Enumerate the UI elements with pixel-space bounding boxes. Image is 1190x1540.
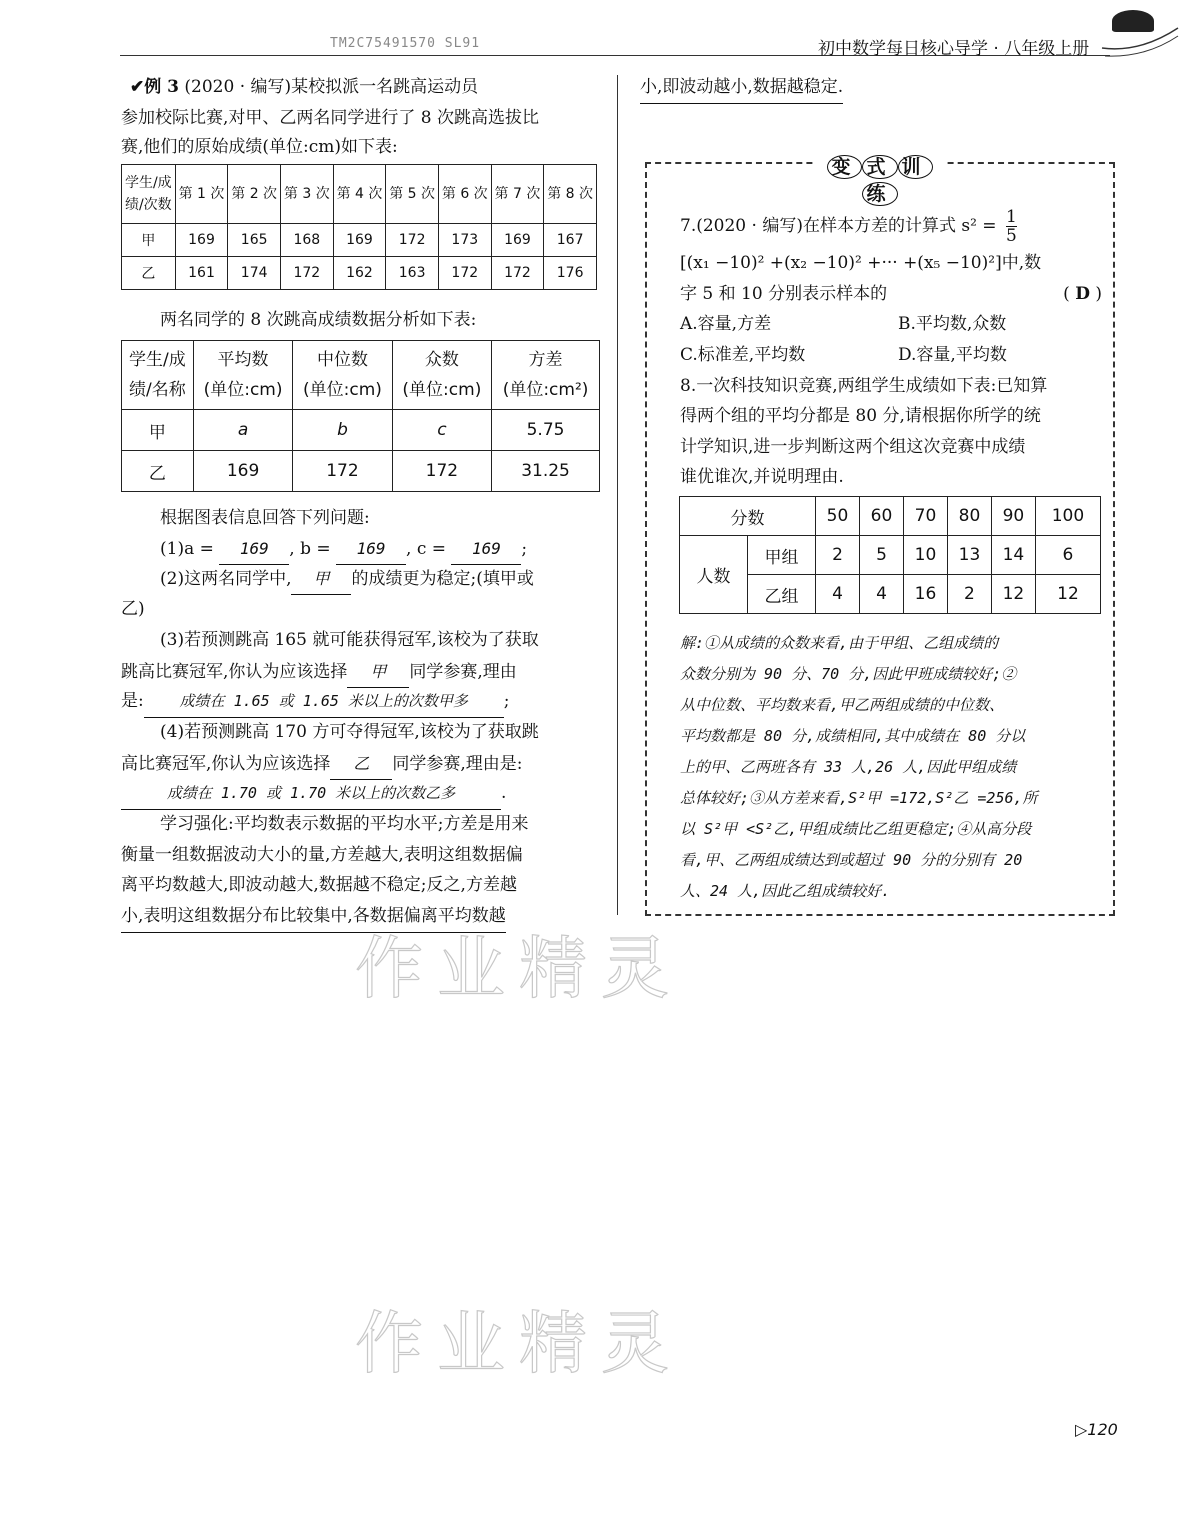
table-cell: 6 [1035,536,1100,575]
table-cell: 176 [544,257,597,290]
question-4-line2: 高比赛冠军,你认为应该选择 乙 同学参赛,理由是: [121,748,523,780]
table-header-cell: 80 [947,497,991,536]
q7-line1: 7.(2020 · 编写)在样本方差的计算式 s² = $\frac{1}{5}$ [680,207,1017,246]
table-cell: 172 [491,257,544,290]
q8-line1: 8.一次科技知识竞赛,两组学生成绩如下表:已知算 [680,376,1048,396]
study-line3: 离平均数越大,即波动越大,数据越不稳定;反之,方差越 [121,875,517,895]
table-header-cell: 第 3 次 [280,165,333,224]
table-cell: 5 [859,536,903,575]
row-label: 乙组 [748,575,816,614]
row-label: 甲组 [748,536,816,575]
question-3-reason: 是: 成绩在 1.65 或 1.65 米以上的次数甲多 ; [121,686,509,718]
watermark: 作业精灵 [355,1305,684,1384]
table-cell: 172 [293,451,392,492]
table-cell: 172 [386,224,439,257]
question-4-line1: (4)若预测跳高 170 方可夺得冠军,该校为了获取跳 [160,722,539,742]
table-cell: 10 [903,536,947,575]
raw-scores-table [121,164,597,290]
answer-q3: 甲 [347,656,409,688]
practice-title: 变 式 训练 [815,152,945,206]
q8-line3: 计学知识,进一步判断这两个组这次竞赛中成绩 [680,437,1026,457]
table-cell: 2 [947,575,991,614]
q7-option-c: C.标准差,平均数 [680,345,806,365]
table-cell: 169 [491,224,544,257]
example-intro-line1: ✔例 3 (2020 · 编写)某校拟派一名跳高运动员 [130,77,479,97]
q7-option-a: A.容量,方差 [680,314,772,334]
table-header-cell: 方差 (单位:cm²) [492,341,600,410]
table-corner: 学生/成 绩/名称 [122,341,194,410]
study-line5: 小,即波动越小,数据越稳定. [640,72,843,104]
solution-line: 看,甲、乙两组成绩达到或超过 90 分的分别有 20 [680,851,1023,869]
page-number: ▷120 [1075,1420,1118,1439]
table-header-cell: 第 2 次 [228,165,281,224]
table-cell: a [193,410,292,451]
table-cell: 172 [280,257,333,290]
group-scores-table [679,496,1101,614]
table-header-cell: 第 7 次 [491,165,544,224]
table-header-cell: 中位数 (单位:cm) [293,341,392,410]
solution-line: 人、24 人,因此乙组成绩较好. [680,882,891,900]
table-cell: 12 [991,575,1035,614]
table-cell: 174 [228,257,281,290]
table-cell: 16 [903,575,947,614]
table-cell: 31.25 [492,451,600,492]
solution-line: 平均数都是 80 分,成绩相同,其中成绩在 80 分以 [680,727,1026,745]
table-header-cell: 第 1 次 [175,165,228,224]
solution-line: 解:①从成绩的众数来看,由于甲组、乙组成绩的 [680,634,999,652]
solution-line: 从中位数、平均数来看,甲乙两组成绩的中位数、 [680,696,1005,714]
question-3-line2: 跳高比赛冠军,你认为应该选择 甲 同学参赛,理由 [121,656,517,688]
watermark: 作业精灵 [355,930,684,1009]
solution-line: 总体较好;③从方差来看,S²甲 =172,S²乙 =256,所 [680,789,1038,807]
question-4-reason: 成绩在 1.70 或 1.70 米以上的次数乙多 . [121,778,506,810]
example-intro-line3: 赛,他们的原始成绩(单位:cm)如下表: [121,137,398,157]
table-cell: 165 [228,224,281,257]
table-cell: 169 [193,451,292,492]
answer-q4-reason: 成绩在 1.70 或 1.70 米以上的次数乙多 [121,778,501,810]
solution-line: 众数分别为 90 分、70 分,因此甲班成绩较好;② [680,665,1017,683]
table-corner: 学生/成 绩/次数 [122,165,176,224]
column-divider [617,75,618,915]
table-header-row [122,165,597,224]
table-cell: 161 [175,257,228,290]
table-cell: 172 [392,451,491,492]
table-header-cell: 90 [991,497,1035,536]
q7-line2: [(x₁ −10)² +(x₂ −10)² +··· +(x₅ −10)²]中,数 [680,253,1042,273]
fraction: $\frac{1}{5}$ [1005,207,1017,246]
q7-line3: 字 5 和 10 分别表示样本的 ( D ) [680,279,1102,310]
table-header-cell: 70 [903,497,947,536]
question-2: (2)这两名同学中, 甲 的成绩更为稳定;(填甲或 [160,563,534,595]
q8-line2: 得两个组的平均分都是 80 分,请根据你所学的统 [680,406,1041,426]
q7-answer: ( D ) [1063,284,1102,304]
table-cell: 12 [1035,575,1100,614]
q7-option-d: D.容量,平均数 [898,345,1007,365]
table-header-cell: 第 8 次 [544,165,597,224]
question-2-line2: 乙) [121,599,145,619]
q7-option-b: B.平均数,众数 [898,314,1007,334]
header-code: TM2C75491570 SL91 [330,36,481,51]
answer-b: 169 [336,533,406,565]
row-label: 甲 [122,224,176,257]
table-cell: 163 [386,257,439,290]
answer-a: 169 [219,533,289,565]
table-cell: 5.75 [492,410,600,451]
question-3-line1: (3)若预测跳高 165 就可能获得冠军,该校为了获取 [160,630,539,650]
row-label: 人数 [680,536,748,614]
table-cell: b [293,410,392,451]
table-cell: 169 [333,224,386,257]
answer-stable: 甲 [291,563,351,595]
table-row [122,451,600,492]
table-header-cell: 第 4 次 [333,165,386,224]
table-header-cell: 60 [859,497,903,536]
table-row [680,536,1101,575]
table-cell: 167 [544,224,597,257]
table-header-cell: 第 6 次 [438,165,491,224]
table-cell: 4 [859,575,903,614]
question-intro: 根据图表信息回答下列问题: [160,508,370,528]
row-label: 乙 [122,451,194,492]
table-cell: 13 [947,536,991,575]
table-header-cell: 分数 [680,497,816,536]
table-header-cell: 平均数 (单位:cm) [193,341,292,410]
table-row [122,410,600,451]
question-1: (1)a = 169 , b = 169 , c = 169 ; [160,533,527,565]
table-header-cell: 100 [1035,497,1100,536]
header-title: 初中数学每日核心导学 · 八年级上册 [818,39,1090,59]
example-intro-line2: 参加校际比赛,对甲、乙两名同学进行了 8 次跳高选拔比 [121,108,540,128]
row-label: 甲 [122,410,194,451]
study-line2: 衡量一组数据波动大小的量,方差越大,表明这组数据偏 [121,845,523,865]
table-header-cell: 第 5 次 [386,165,439,224]
table-cell: 169 [175,224,228,257]
analysis-table [121,340,600,492]
table-header-row [122,341,600,410]
study-line4: 小,表明这组数据分布比较集中,各数据偏离平均数越 [121,901,506,933]
swoosh-icon [1100,8,1180,68]
table-cell: 2 [816,536,860,575]
table-cell: 173 [438,224,491,257]
study-line1: 学习强化:平均数表示数据的平均水平;方差是用来 [160,814,529,834]
table-row [122,224,597,257]
solution-line: 上的甲、乙两班各有 33 人,26 人,因此甲组成绩 [680,758,1017,776]
table-header-row [680,497,1101,536]
table-cell: 172 [438,257,491,290]
analysis-intro: 两名同学的 8 次跳高成绩数据分析如下表: [160,310,477,330]
table-cell: 168 [280,224,333,257]
answer-q4: 乙 [330,748,392,780]
row-label: 乙 [122,257,176,290]
table-row [122,257,597,290]
table-cell: 162 [333,257,386,290]
table-cell: 14 [991,536,1035,575]
answer-q3-reason: 成绩在 1.65 或 1.65 米以上的次数甲多 [144,686,504,718]
table-header-cell: 众数 (单位:cm) [392,341,491,410]
table-cell: 4 [816,575,860,614]
example-marker: ✔例 3 [130,77,179,97]
answer-c: 169 [451,533,521,565]
table-header-cell: 50 [816,497,860,536]
table-cell: c [392,410,491,451]
q8-line4: 谁优谁次,并说明理由. [680,467,844,487]
solution-line: 以 S²甲 <S²乙,甲组成绩比乙组更稳定;④从高分段 [680,820,1032,838]
